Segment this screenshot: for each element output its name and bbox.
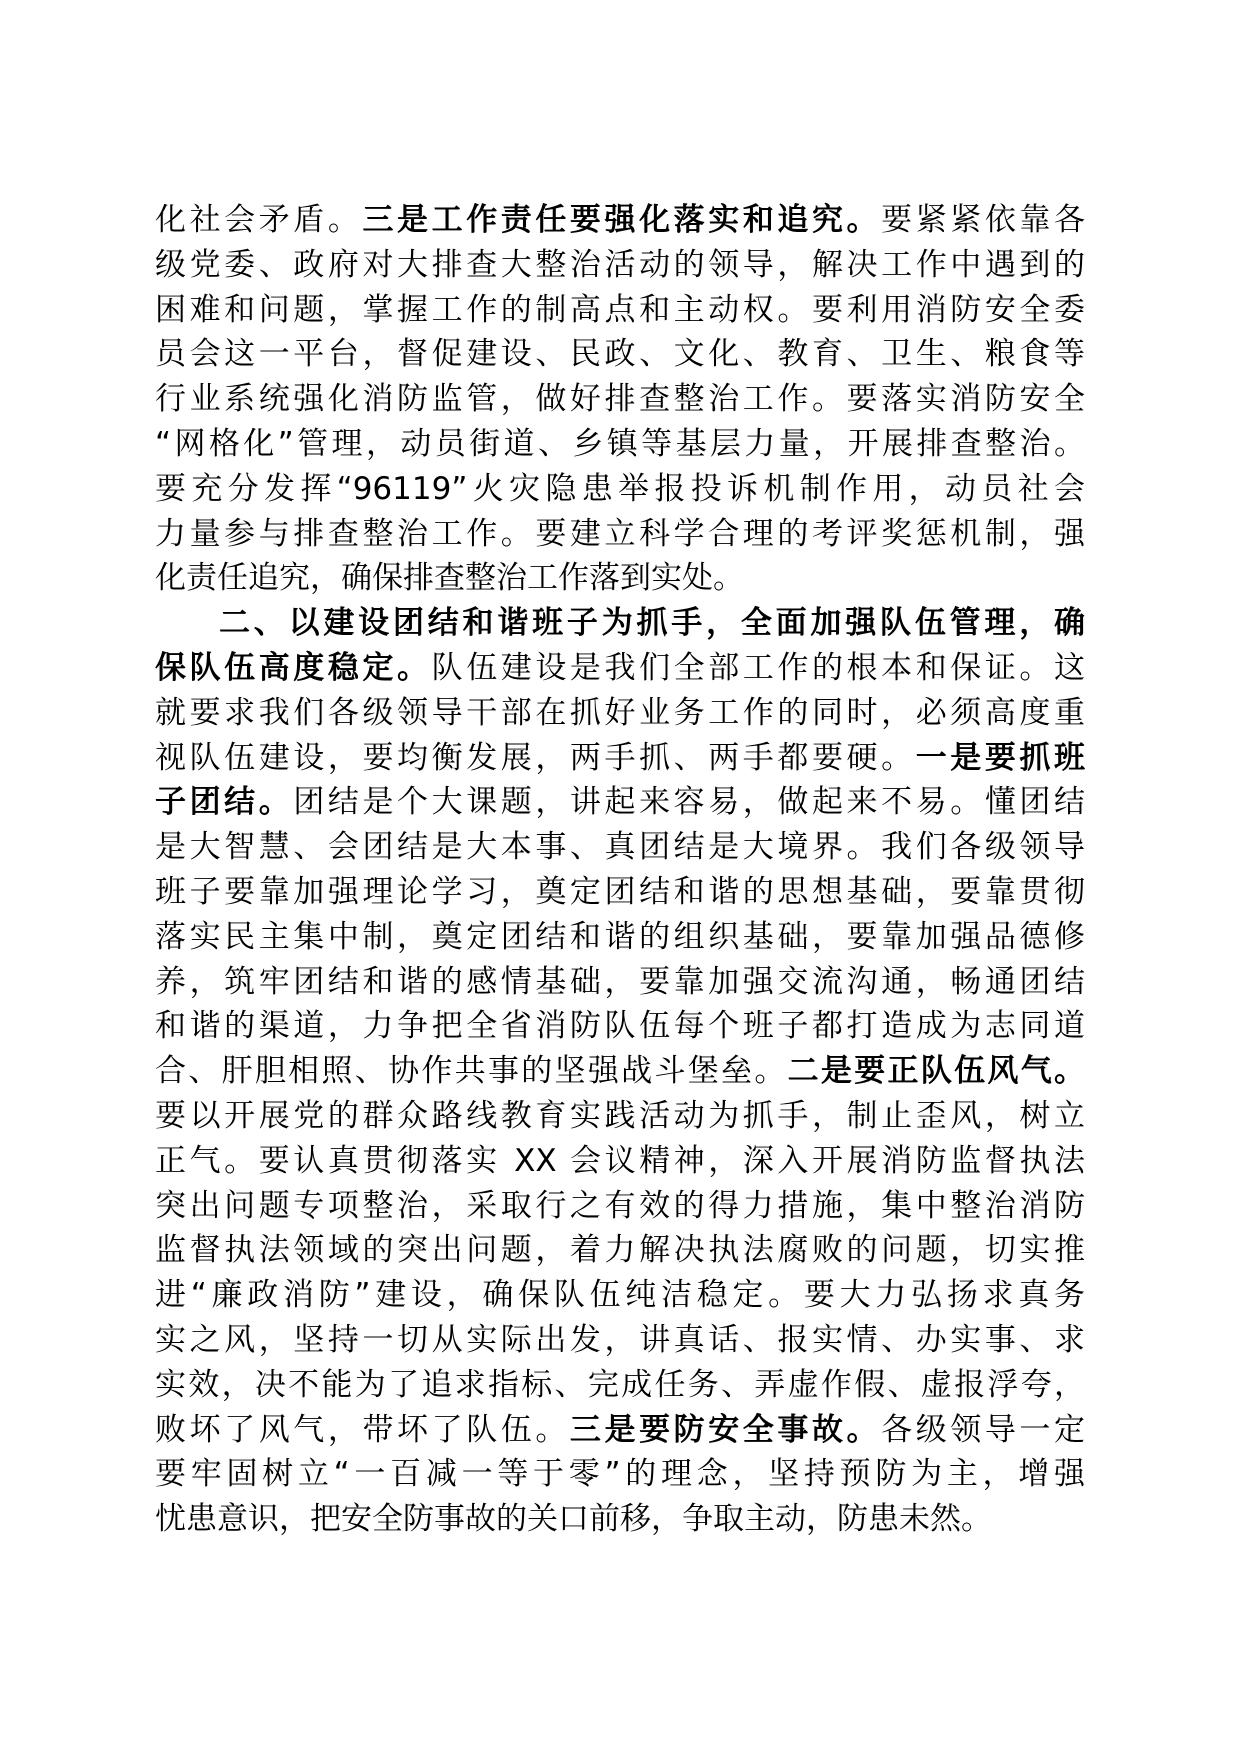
text-segment: 级党委、政府对大排查大整治活动的领导，解决工作中遇到的: [155, 246, 1085, 283]
text-segment: 进“廉政消防”建设，确保队伍纯洁稳定。要大力弘扬求真务: [155, 1277, 1085, 1314]
text-line: [155, 1139, 1085, 1184]
text-segment: 队伍建设是我们全部工作的根本和保证。这: [431, 649, 1086, 686]
text-line: [155, 1363, 1085, 1408]
text-line: [155, 1049, 1085, 1094]
text-segment: 败坏了风气，带坏了队伍。: [155, 1411, 570, 1448]
text-line: [155, 422, 1085, 467]
text-segment: 团结是个大课题，讲起来容易，做起来不易。懂团结: [293, 784, 1086, 821]
text-line: [155, 1318, 1085, 1363]
text-segment: 监督执法领域的突出问题，着力解决执法腐败的问题，切实推: [155, 1232, 1085, 1269]
text-segment: 化责任追究，确保排查整治工作落到实处。: [155, 560, 744, 597]
text-segment: 行业系统强化消防监管，做好排查整治工作。要落实消防安全: [155, 381, 1085, 418]
text-segment: 实之风，坚持一切从实际出发，讲真话、报实情、办实事、求: [155, 1321, 1085, 1358]
text-line: [155, 870, 1085, 915]
text-segment: 力量参与排查整治工作。要建立科学合理的考评奖惩机制，强: [155, 515, 1085, 552]
text-line: [155, 1273, 1085, 1318]
text-line: [155, 825, 1085, 870]
text-line: [155, 288, 1085, 333]
bold-text-segment: 三是工作责任要强化落实和追究。: [362, 202, 882, 238]
text-segment: 员会这一平台，督促建设、民政、文化、教育、卫生、粮食等: [155, 336, 1085, 373]
text-segment: 要牢固树立“一百减一等于零”的理念，坚持预防为主，增强: [155, 1456, 1085, 1493]
text-segment: 就要求我们各级领导干部在抓好业务工作的同时，必须高度重: [155, 694, 1085, 731]
text-segment: 要充分发挥“96119”火灾隐患举报投诉机制作用，动员社会: [155, 470, 1085, 507]
text-line: [155, 1184, 1085, 1229]
text-line: [155, 960, 1085, 1005]
text-line: [155, 646, 1085, 691]
text-line: [155, 467, 1085, 512]
text-segment: 要以开展党的群众路线教育实践活动为抓手，制止歪风，树立: [155, 1097, 1085, 1134]
text-line: [155, 512, 1085, 557]
text-line: [155, 601, 1085, 646]
text-line: [155, 243, 1085, 288]
text-line: [155, 915, 1085, 960]
text-segment: 化社会矛盾。: [155, 202, 363, 238]
text-line: [155, 780, 1085, 825]
text-segment: 正气。要认真贯彻落实 XX 会议精神，深入开展消防监督执法: [155, 1142, 1085, 1179]
bold-text-segment: 二、以建设团结和谐班子为抓手，全面加强队伍管理，确: [219, 605, 1085, 642]
text-line: [155, 736, 1085, 781]
text-segment: 班子要靠加强理论学习，奠定团结和谐的思想基础，要靠贯彻: [155, 873, 1085, 910]
text-line: [155, 691, 1085, 736]
bold-text-segment: 子团结。: [155, 784, 294, 821]
text-segment: 各级领导一定: [881, 1411, 1086, 1448]
text-line: [155, 1004, 1085, 1049]
text-line: [155, 1228, 1085, 1273]
text-line: [155, 332, 1085, 377]
text-line: [155, 377, 1085, 422]
text-line: [155, 556, 1085, 601]
text-segment: 是大智慧、会团结是大本事、真团结是大境界。我们各级领导: [155, 829, 1085, 866]
bold-text-segment: 二是要正队伍风气。: [787, 1053, 1086, 1090]
text-segment: “网格化”管理，动员街道、乡镇等基层力量，开展排查整治。: [155, 425, 1085, 462]
text-segment: 和谐的渠道，力争把全省消防队伍每个班子都打造成为志同道: [155, 1008, 1085, 1045]
text-line: [155, 198, 1085, 243]
text-segment: 视队伍建设，要均衡发展，两手抓、两手都要硬。: [155, 739, 916, 776]
text-segment: 合、肝胆相照、协作共事的坚强战斗堡垒。: [155, 1053, 788, 1090]
text-segment: 养，筑牢团结和谐的感情基础，要靠加强交流沟通，畅通团结: [155, 963, 1085, 1000]
text-line: [155, 1408, 1085, 1453]
text-line: [155, 1094, 1085, 1139]
text-line: [155, 1452, 1085, 1497]
text-segment: 落实民主集中制，奠定团结和谐的组织基础，要靠加强品德修: [155, 918, 1085, 955]
text-segment: 要紧紧依靠各: [881, 202, 1086, 238]
text-segment: 实效，决不能为了追求指标、完成任务、弄虚作假、虚报浮夸，: [155, 1366, 1085, 1403]
document-body: [155, 198, 1085, 1542]
text-segment: 忧患意识，把安全防事故的关口前移，争取主动，防患未然。: [155, 1501, 992, 1538]
text-segment: 突出问题专项整治，采取行之有效的得力措施，集中整治消防: [155, 1187, 1085, 1224]
text-segment: 困难和问题，掌握工作的制高点和主动权。要利用消防安全委: [155, 291, 1085, 328]
bold-text-segment: 一是要抓班: [915, 739, 1086, 776]
text-line: [155, 1497, 1085, 1542]
bold-text-segment: 保队伍高度稳定。: [155, 649, 432, 686]
bold-text-segment: 三是要防安全事故。: [569, 1411, 882, 1448]
